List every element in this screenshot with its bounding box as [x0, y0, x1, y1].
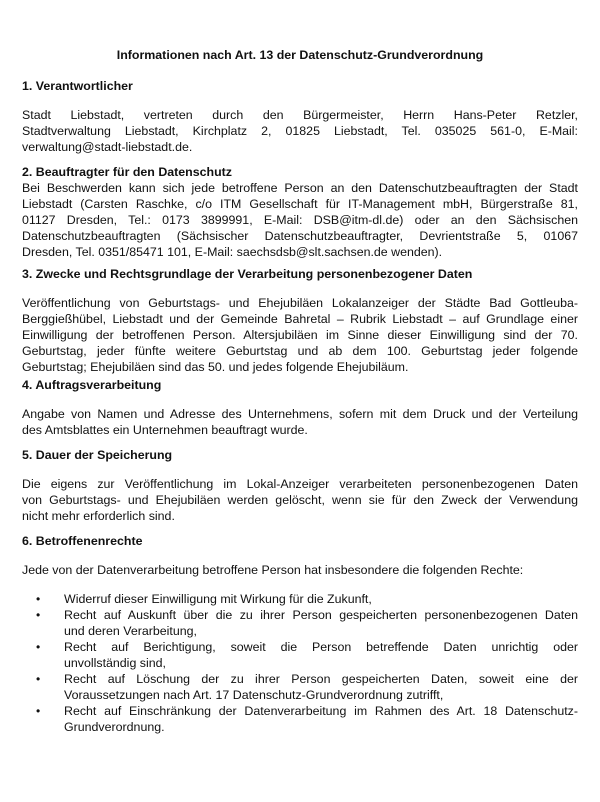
list-item	[22, 703, 578, 735]
section-3-heading: 3. Zwecke und Rechtsgrundlage der Verarbeitung personenbezogener Daten	[22, 267, 473, 281]
bullet-icon: •	[36, 592, 41, 606]
text-line: Recht auf Einschränkung der Datenverarbeitung im Rahmen des Art. 18 Datenschutz-	[64, 704, 578, 718]
text-line: verwaltung@stadt-liebstadt.de.	[22, 140, 193, 154]
text-line: Bei Beschwerden kann sich jede betroffene Person an den Datenschutzbeauftragten der Stadt	[22, 181, 578, 195]
section-5-heading: 5. Dauer der Speicherung	[22, 448, 173, 462]
text-line: Liebstadt (Carsten Raschke, c/o ITM Gesellschaft für IT-Management mbH, Bürgerstraße 81,	[22, 197, 578, 211]
text-line: 01127 Dresden, Tel.: 0173 3899991, E-Mail: DSB@itm-dl.de) oder an den Sächsischen	[22, 213, 578, 227]
text-line: Angabe von Namen und Adresse des Unternehmens, sofern mit dem Druck und der Verteilung	[22, 407, 578, 421]
text-line: Recht auf Berichtigung, soweit die Person betreffende Daten unrichtig oder	[64, 640, 578, 654]
text-line: Recht auf Auskunft über die zu ihrer Person gespeicherten personenbezogenen Daten	[64, 608, 578, 622]
text-line: unvollständig sind,	[64, 656, 166, 670]
text-line: und deren Verarbeitung,	[64, 624, 197, 638]
bullet-icon: •	[36, 704, 41, 718]
section-2-heading: 2. Beauftragter für den Datenschutz	[22, 165, 232, 179]
text-line: von Geburtstags- und Ehejubiläen werden gelöscht, wenn sie für den Zweck der Verwendung	[22, 493, 578, 507]
list-item	[22, 607, 578, 639]
bullet-icon: •	[36, 640, 41, 654]
section-3-body	[22, 295, 578, 375]
text-line: Voraussetzungen nach Art. 17 Datenschutz-Grundverordnung zutrifft,	[64, 688, 444, 702]
text-line: Die eigens zur Veröffentlichung im Lokal-Anzeiger verarbeiteten personenbezogenen Daten	[22, 477, 578, 491]
text-line: des Amtsblattes ein Unternehmen beauftragt wurde.	[22, 423, 308, 437]
text-line: Geburtstag, jeder fünfte weitere Geburtstag und ab dem 100. Geburtstag jeder folgende	[22, 344, 578, 358]
text-line: Recht auf Löschung der zu ihrer Person gespeicherten Daten, soweit eine der	[64, 672, 578, 686]
text-line: Geburtstag; Ehejubiläen sind das 50. und jedes folgende Ehejubiläum.	[22, 360, 409, 374]
text-line: Dresden, Tel. 0351/85471 101, E-Mail: saechsdsb@slt.sachsen.de wenden).	[22, 245, 443, 259]
bullet-icon: •	[36, 608, 41, 622]
text-line: Grundverordnung.	[64, 720, 165, 734]
section-6-body	[22, 562, 578, 578]
section-6-heading: 6. Betroffenenrechte	[22, 534, 143, 548]
rights-list	[22, 591, 578, 735]
section-5-body	[22, 476, 578, 524]
text-line: Widerruf dieser Einwilligung mit Wirkung für die Zukunft,	[64, 592, 372, 606]
document-title: Informationen nach Art. 13 der Datenschutz-Grundverordnung	[116, 48, 484, 62]
text-line: Berggießhübel, Liebstadt und der Gemeinde Bahretal – Rubrik Liebstadt – auf Grundlage einer	[22, 312, 578, 326]
section-1-body	[22, 107, 578, 155]
text-line: Datenschutzbeauftragten (Sächsischer Datenschutzbeauftragter, Devrientstraße 5, 01067	[22, 229, 578, 243]
list-item	[22, 671, 578, 703]
list-item	[22, 591, 578, 607]
text-line: Stadt Liebstadt, vertreten durch den Bürgermeister, Herrn Hans-Peter Retzler,	[22, 108, 578, 122]
text-line: Jede von der Datenverarbeitung betroffene Person hat insbesondere die folgenden Rechte:	[22, 563, 524, 577]
section-1-heading: 1. Verantwortlicher	[22, 79, 133, 93]
text-line: nicht mehr erforderlich sind.	[22, 509, 175, 523]
section-4-heading: 4. Auftragsverarbeitung	[22, 378, 162, 392]
text-line: Einwilligung der betroffenen Person. Altersjubiläen im Sinne dieser Einwilligung sind der 70.	[22, 328, 578, 342]
section-2-body	[22, 180, 578, 260]
bullet-icon: •	[36, 672, 41, 686]
text-line: Stadtverwaltung Liebstadt, Kirchplatz 2, 01825 Liebstadt, Tel. 035025 561-0, E-Mail:	[22, 124, 578, 138]
section-4-body	[22, 406, 578, 438]
list-item	[22, 639, 578, 671]
text-line: Veröffentlichung von Geburtstags- und Ehejubiläen Lokalanzeiger der Städte Bad Gottleuba-	[22, 296, 578, 310]
